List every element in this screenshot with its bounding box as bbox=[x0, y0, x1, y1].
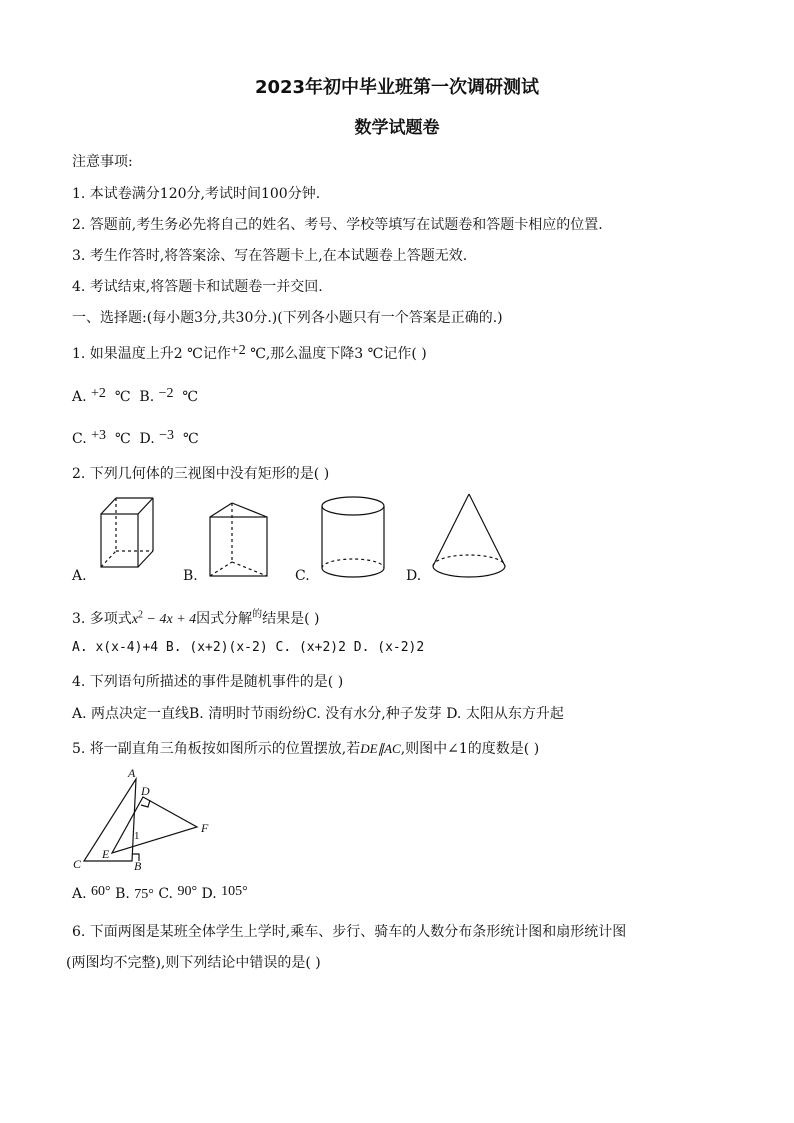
question-3-options: A. x(x-4)+4 B. (x+2)(x-2) C. (x+2)2 D. (x-2)2 bbox=[72, 640, 425, 655]
q5-option-a-label: A. bbox=[72, 886, 87, 902]
label-f: F bbox=[201, 821, 209, 835]
notice-item: 2. 答题前,考生务必先将自己的姓名、考号、学校等填写在试题卷和答题卡相应的位置. bbox=[72, 217, 603, 233]
triangle-def bbox=[112, 797, 197, 853]
q1-option-c-label: C. bbox=[72, 431, 87, 447]
question-6-stem-line-2: (两图均不完整),则下列结论中错误的是( ) bbox=[66, 955, 321, 971]
q5-option-a-value: 60° bbox=[91, 884, 111, 899]
q2-solids-figure bbox=[0, 490, 794, 590]
q1-option-d-unit: ℃ bbox=[182, 431, 199, 447]
question-1-stem bbox=[72, 343, 427, 363]
question-1-options-cd bbox=[72, 428, 199, 447]
label-e: E bbox=[102, 847, 110, 861]
q3-stem-mark: 的 bbox=[252, 609, 263, 620]
q1-stem-text: 1. 如果温度上升2 ℃记作 bbox=[72, 346, 231, 362]
q1-option-c-math: +3 bbox=[91, 428, 107, 443]
q1-stem-text-2: ℃,那么温度下降3 ℃记作( ) bbox=[250, 346, 427, 362]
q5-option-c-label: C. bbox=[158, 886, 174, 902]
question-4-options: A. 两点决定一直线B. 清明时节雨纷纷C. 没有水分,种子发芽 D. 太阳从东方升起 bbox=[72, 706, 564, 722]
q5-stem-text: 5. 将一副直角三角板按如图所示的位置摆放,若 bbox=[72, 741, 361, 757]
label-angle-1: 1 bbox=[134, 830, 140, 842]
q5-stem-math: DE∥AC bbox=[360, 741, 401, 756]
notice-item: 3. 考生作答时,将答案涂、写在答题卡上,在本试题卷上答题无效. bbox=[72, 248, 468, 264]
notice-heading: 注意事项: bbox=[72, 154, 133, 170]
q3-poly-rest: − 4x + 4 bbox=[143, 612, 197, 627]
q1-option-b-math: −2 bbox=[158, 386, 174, 401]
q3-poly-exponent: 2 bbox=[138, 609, 144, 621]
q1-stem-math: +2 bbox=[230, 343, 246, 358]
cone-figure bbox=[433, 494, 505, 577]
q5-option-d-label: D. bbox=[201, 886, 217, 902]
q5-stem-text-2: ,则图中∠1的度数是( ) bbox=[400, 741, 540, 757]
q1-option-a-unit: ℃ bbox=[114, 389, 131, 405]
cuboid-figure bbox=[101, 498, 153, 567]
question-1-options-ab bbox=[72, 386, 198, 405]
q5-triangles-figure bbox=[60, 760, 230, 875]
question-3-stem bbox=[72, 605, 320, 628]
notice-item: 4. 考试结束,将答题卡和试题卷一并交回. bbox=[72, 279, 323, 295]
question-4-stem: 4. 下列语句所描述的事件是随机事件的是( ) bbox=[72, 674, 344, 690]
q1-option-b-unit: ℃ bbox=[182, 389, 199, 405]
triangle-abc bbox=[84, 779, 136, 861]
q1-option-c-unit: ℃ bbox=[114, 431, 131, 447]
label-d: D bbox=[141, 784, 150, 798]
q3-stem-text-3: 结果是( ) bbox=[262, 611, 320, 627]
q1-option-d-math: −3 bbox=[159, 428, 175, 443]
q5-option-d-value: 105° bbox=[221, 884, 248, 899]
q2-option-a-label: A. bbox=[72, 568, 87, 584]
q1-option-b-label: B. bbox=[139, 389, 155, 405]
label-a: A bbox=[128, 766, 136, 780]
q5-option-b-value: 75° bbox=[134, 887, 154, 902]
label-c: C bbox=[73, 857, 82, 871]
q1-option-a-math: +2 bbox=[91, 386, 106, 401]
q5-option-c-value: 90° bbox=[177, 884, 198, 899]
page-title: 2023年初中毕业班第一次调研测试 bbox=[254, 77, 540, 98]
triangular-prism-figure bbox=[210, 503, 267, 576]
q3-poly-var: x bbox=[131, 612, 139, 627]
section-heading: 一、选择题:(每小题3分,共30分.)(下列各小题只有一个答案是正确的.) bbox=[72, 310, 503, 326]
label-b: B bbox=[134, 859, 142, 873]
question-2-stem: 2. 下列几何体的三视图中没有矩形的是( ) bbox=[72, 466, 330, 482]
cylinder-figure bbox=[322, 497, 384, 577]
q1-option-a-label: A. bbox=[72, 389, 87, 405]
q5-option-b-label: B. bbox=[115, 886, 130, 902]
q2-option-b-label: B. bbox=[183, 568, 198, 584]
question-6-stem-line-1: 6. 下面两图是某班全体学生上学时,乘车、步行、骑车的人数分布条形统计图和扇形统计图 bbox=[72, 924, 627, 940]
q2-option-c-label: C. bbox=[295, 568, 310, 584]
q1-option-d-label: D. bbox=[139, 431, 155, 447]
question-5-stem bbox=[72, 738, 539, 758]
q2-option-d-label: D. bbox=[406, 568, 422, 584]
page-subtitle: 数学试题卷 bbox=[354, 118, 440, 138]
q3-stem-text-2: 因式分解 bbox=[196, 611, 253, 627]
notice-item: 1. 本试卷满分120分,考试时间100分钟. bbox=[72, 186, 321, 202]
q3-stem-text: 3. 多项式 bbox=[72, 611, 132, 627]
question-5-options bbox=[72, 884, 248, 903]
right-angle-mark-d bbox=[141, 800, 150, 807]
